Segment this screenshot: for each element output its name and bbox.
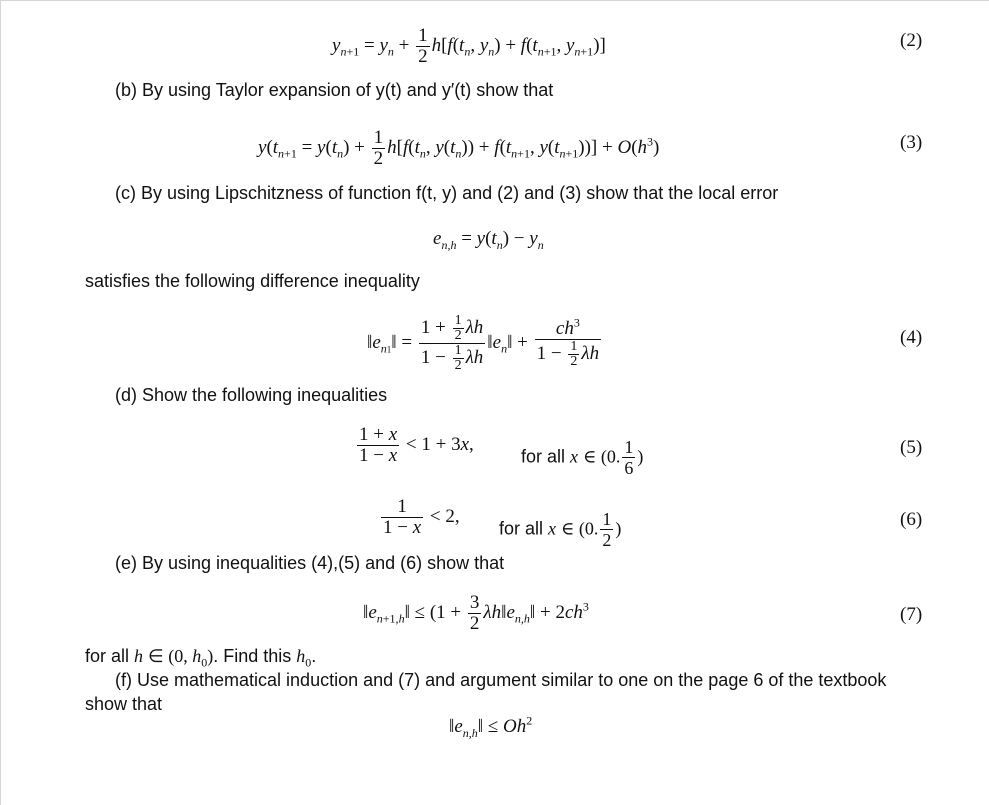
equation-6-condition: for all x ∈ (0. $\frac{1}{2}$ ) [499, 509, 622, 550]
part-c-continuation: satisfies the following difference inequality [85, 271, 420, 291]
equation-number-6: (6) [900, 509, 923, 530]
part-f-text-line-1: (f) Use mathematical induction and (7) and argument similar to one on the page 6 of the textbook [115, 670, 887, 690]
local-error-definition: $e_{n,h} = y(t_n) - y_n$ [433, 228, 544, 252]
equation-5: $\frac{1 + x}{1 - x}$ < 1 + 3x, [359, 424, 474, 466]
equation-5-condition: for all x ∈ (0. $\frac{1}{6}$ ) [521, 437, 644, 478]
equation-7: $‖e_{n+1,h}‖ \le (1$ + $\frac{3}{2}$ $\lambda h‖e_{n,h}‖ + 2ch^3$ [363, 592, 589, 634]
equation-3: $y(t_{n+1} = y(t_n)$ + $\frac{1}{2}$ $h[f(t_n$, $y(t_n)) + f(t_{n+1}$, $y(t_{n+1}))] + O(h^3)$ [258, 127, 660, 169]
page-left-edge [0, 0, 1, 805]
equation-6: $\frac{1}{1 - x}$ < 2, [383, 496, 460, 538]
part-c-text: (c) By using Lipschitzness of function f(t, y) and (2) and (3) show that the local error [115, 183, 779, 203]
equation-number-4: (4) [900, 327, 923, 348]
part-e-text: (e) By using inequalities (4),(5) and (6) show that [115, 553, 505, 573]
part-b-text: (b) By using Taylor expansion of y(t) and y′(t) show that [115, 80, 554, 100]
equation-2: $y_{n+1} = y_n$ + $\frac{1}{2}$ $h[f(t_n$, $y_n) + f(t_{n+1}$, $y_{n+1}$)] [332, 25, 606, 67]
equation-number-3: (3) [900, 132, 923, 153]
final-bound-formula: $‖e_{n,h}‖ \le Oh^2$ [449, 713, 533, 740]
part-d-text: (d) Show the following inequalities [115, 385, 388, 405]
equation-number-7: (7) [900, 604, 923, 625]
part-f-text-line-2: show that [85, 694, 163, 714]
equation-number-5: (5) [900, 437, 923, 458]
equation-4: $‖e_{n1}‖$ = 1 + $\frac{1}{2}$ λh 1 − $\frac{1}{2}$ λh $‖e_n‖$ + $ch^3$ 1 − $\frac{1}{2}$ λh [367, 313, 600, 373]
part-e-continuation: for all h ∈ (0, $h_0$). Find this $h_0$. [85, 646, 317, 670]
page-top-edge [0, 0, 989, 1]
equation-number-2: (2) [900, 30, 923, 51]
